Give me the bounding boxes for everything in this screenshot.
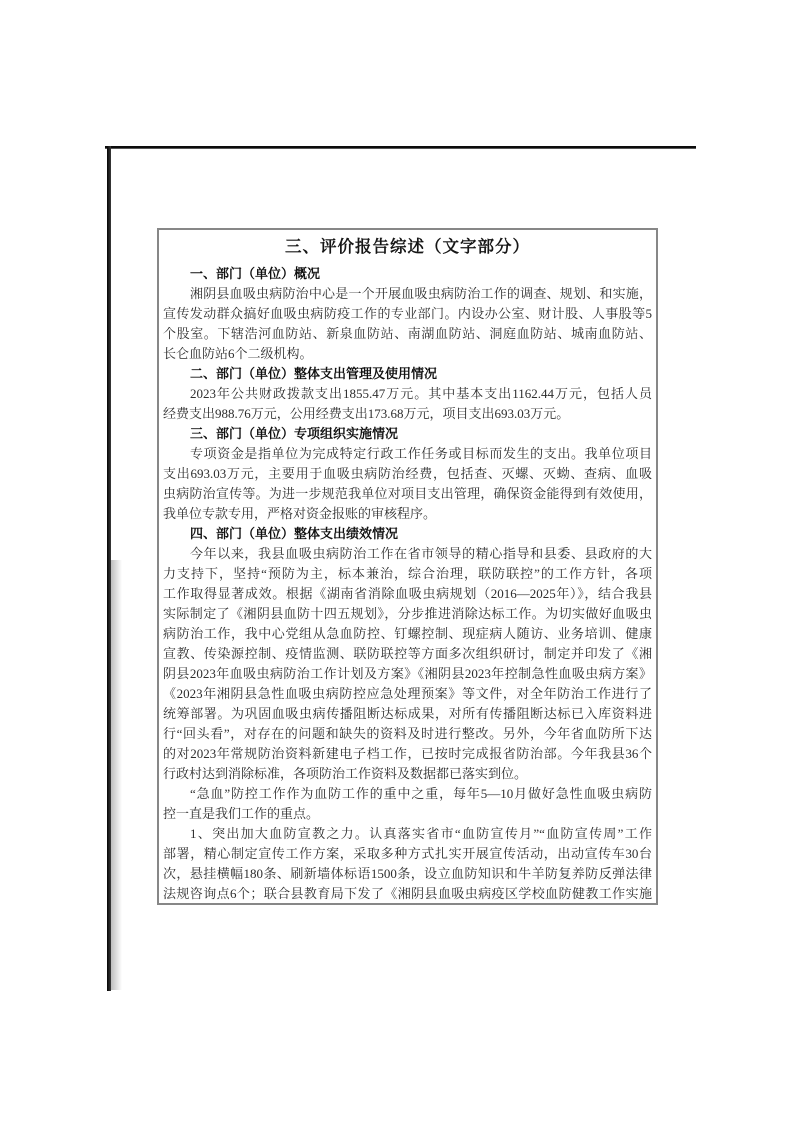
section-heading: 一、部门（单位）概况: [190, 266, 321, 281]
section-heading: 四、部门（单位）整体支出绩效情况: [190, 526, 399, 541]
text-line: 宣教、传染源控制、疫情监测、联防联控等方面多次组织研讨，制定并印发了《湘: [163, 646, 652, 661]
text-line: 控一直是我们工作的重点。: [163, 806, 320, 821]
text-line: 虫病防治宣传等。为进一步规范我单位对项目支出管理，确保资金能得到有效使用，: [163, 486, 652, 501]
text-line: 支出693.03万元，主要用于血吸虫病防治经费，包括查、灭螺、灭蚴、查病、血吸: [163, 466, 652, 481]
text-lines: [163, 264, 652, 904]
text-line: “急血”防控工作作为血防工作的重中之重，每年5—10月做好急性血吸虫病防: [190, 786, 652, 801]
text-line: 我单位专款专用，严格对资金报账的审核程序。: [163, 506, 437, 521]
text-line: 今年以来，我县血吸虫病防治工作在省市领导的精心指导和县委、县政府的大: [190, 546, 652, 561]
text-line: 长仑血防站6个二级机构。: [163, 346, 313, 361]
text-line: 行“回头看”，对存在的问题和缺失的资料及时进行整改。另外，今年省血防所下达: [163, 726, 652, 741]
text-line: 行政村达到消除标准，各项防治工作资料及数据都已落实到位。: [163, 766, 528, 781]
text-line: 的对2023年常规防治资料新建电子档工作，已按时完成报省防治部。今年我县36个: [163, 746, 652, 761]
text-line: 次，悬挂横幅180条、刷新墙体标语1500条，设立血防知识和牛羊防复养防反弹法律: [163, 866, 652, 881]
text-line: 实际制定了《湘阴县血防十四五规划》，分步推进消除达标工作。为切实做好血吸虫: [163, 606, 652, 621]
scan-top-edge-line: [105, 146, 696, 149]
text-line: 宣传发动群众搞好血吸虫病防疫工作的专业部门。内设办公室、财计股、人事股等5: [163, 306, 652, 321]
report-title: 三、评价报告综述（文字部分）: [285, 238, 530, 256]
text-line: 2023年公共财政拨款支出1855.47万元。其中基本支出1162.44万元，包括人员: [190, 386, 652, 401]
section-heading: 三、部门（单位）专项组织实施情况: [190, 426, 399, 441]
text-line: 湘阴县血吸虫病防治中心是一个开展血吸虫病防治工作的调查、规划、和实施，: [190, 286, 652, 301]
text-line: 力支持下，坚持“预防为主，标本兼治，综合治理，联防联控”的工作方针，各项: [163, 566, 652, 581]
text-line: 个股室。下辖浩河血防站、新泉血防站、南湖血防站、洞庭血防站、城南血防站、: [163, 326, 652, 341]
text-line: 工作取得显著成效。根据《湖南省消除血吸虫病规划（2016—2025年）》，结合我县: [163, 586, 652, 601]
text-line: 《2023年湘阴县急性血吸虫病防控应急处理预案》等文件，对全年防治工作进行了: [163, 686, 652, 701]
text-line: 专项资金是指单位为完成特定行政工作任务或目标而发生的支出。我单位项目: [190, 446, 652, 461]
text-line: 病防治工作，我中心党组从急血防控、钉螺控制、现症病人随访、业务培训、健康: [163, 626, 652, 641]
report-text-box: [157, 228, 658, 905]
section-heading: 二、部门（单位）整体支出管理及使用情况: [190, 366, 438, 381]
text-line: 法规咨询点6个；联合县教育局下发了《湘阴县血吸虫病疫区学校血防健教工作实施: [163, 886, 652, 901]
text-line: 统筹部署。为巩固血吸虫病传播阻断达标成果，对所有传播阻断达标已入库资料进: [163, 706, 652, 721]
scan-edge-shadow: [111, 560, 122, 990]
text-line: 阴县2023年血吸虫病防治工作计划及方案》《湘阴县2023年控制急性血吸虫病方案》: [163, 666, 652, 681]
text-line: 部署，精心制定宣传工作方案，采取多种方式扎实开展宣传活动，出动宣传车30台: [163, 846, 652, 861]
text-line: 1、突出加大血防宣教之力。认真落实省市“血防宣传月”“血防宣传周”工作: [190, 826, 652, 841]
text-line: 经费支出988.76万元，公用经费支出173.68万元，项目支出693.03万元。: [163, 406, 570, 421]
